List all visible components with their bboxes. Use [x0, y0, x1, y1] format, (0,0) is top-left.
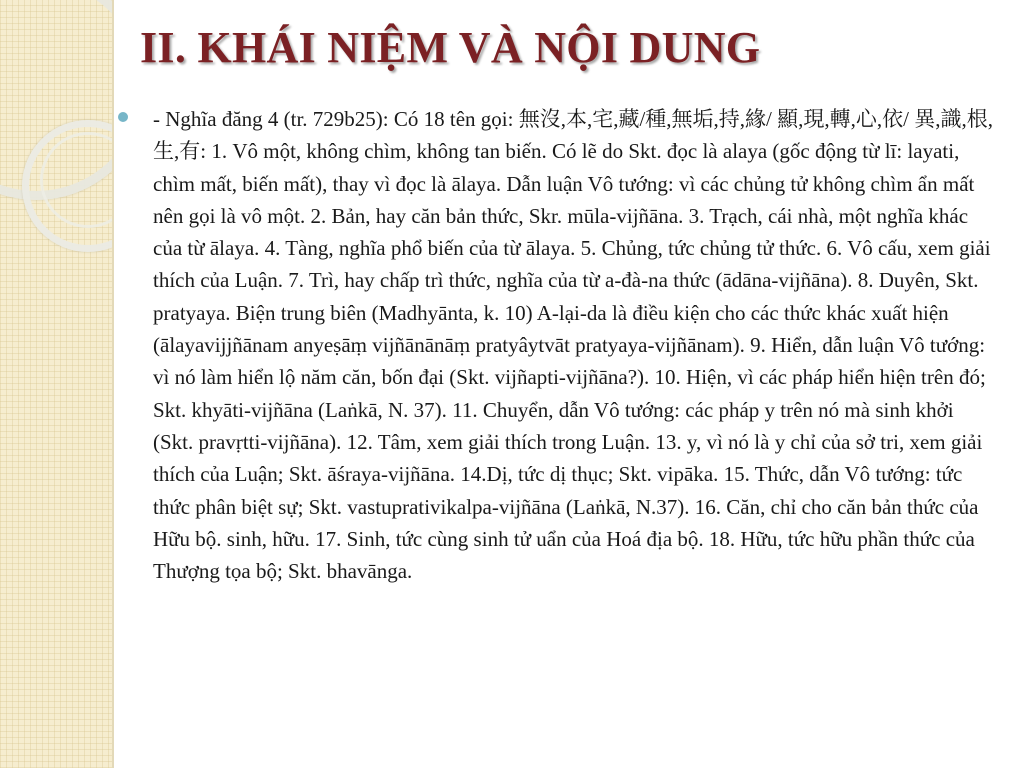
bullet-text: - Nghĩa đăng 4 (tr. 729b25): Có 18 tên gọi: 無沒,本,宅,藏/種,無垢,持,緣/ 顯,現,轉,心,依/ 異,識,根,生,有: 1. Vô một, không chìm, không tan biến. Có lẽ do Skt. đọc là alaya (gốc động từ lī: layati, chìm mất, biến mất), thay vì đọc là ālaya. Dẫn luận Vô tướng: vì các chủng tử không chìm ẩn mất nên gọi là vô một. 2. Bản, hay căn bản thức, Skr. mūla-vijñāna. 3. Trạch, cái nhà, một nghĩa khác của từ ālaya. 4. Tàng, nghĩa phổ biến của từ ālaya. 5. Chủng, tức chủng tử thức. 6. Vô cấu, xem giải thích của Luận. 7. Trì, hay chấp trì thức, nghĩa của từ a-đà-na thức (ādāna-vijñāna). 8. Duyên, Skt. pratyaya. Biện trung biên (Madhyānta, k. 10) A-lại-da là điều kiện cho các thức khác xuất hiện (ālayavijjñānam anyeṣāṃ vijñānānāṃ pratyâytvāt pratyaya-vijñānam). 9. Hiển, dẫn luận Vô tướng: vì nó làm hiển lộ năm căn, bốn đại (Skt. vijñapti-vijñāna?). 10. Hiện, vì các pháp hiển hiện trên đó; Skt. khyāti-vijñāna (Laṅkā, N. 37). 11. Chuyển, dẫn Vô tướng: các pháp y trên nó mà sinh khởi (Skt. pravṛtti-vijñāna). 12. Tâm, xem giải thích trong Luận. 13. y, vì nó là y chỉ của sở tri, xem giải thích của Luận; Skt. āśraya-vijñāna. 14.Dị, tức dị thục; Skt. vipāka. 15. Thức, dẫn Vô tướng: tức thức phân biệt sự; Skt. vastuprativikalpa-vijñāna (Laṅkā, N.37). 16. Căn, chỉ cho căn bản thức của Hữu bộ. sinh, hữu. 17. Sinh, tức cùng sinh tử uẩn của Hoá địa bộ. 18. Hữu, tức hữu phần thức của Thượng tọa bộ; Skt. bhavānga.	[153, 107, 993, 584]
slide-title: II. KHÁI NIỆM VÀ NỘI DUNG	[140, 23, 761, 72]
decorative-side-panel	[0, 0, 112, 768]
bullet-dot-icon	[118, 112, 128, 122]
bullet-item	[118, 103, 1000, 587]
panel-divider	[112, 0, 114, 768]
